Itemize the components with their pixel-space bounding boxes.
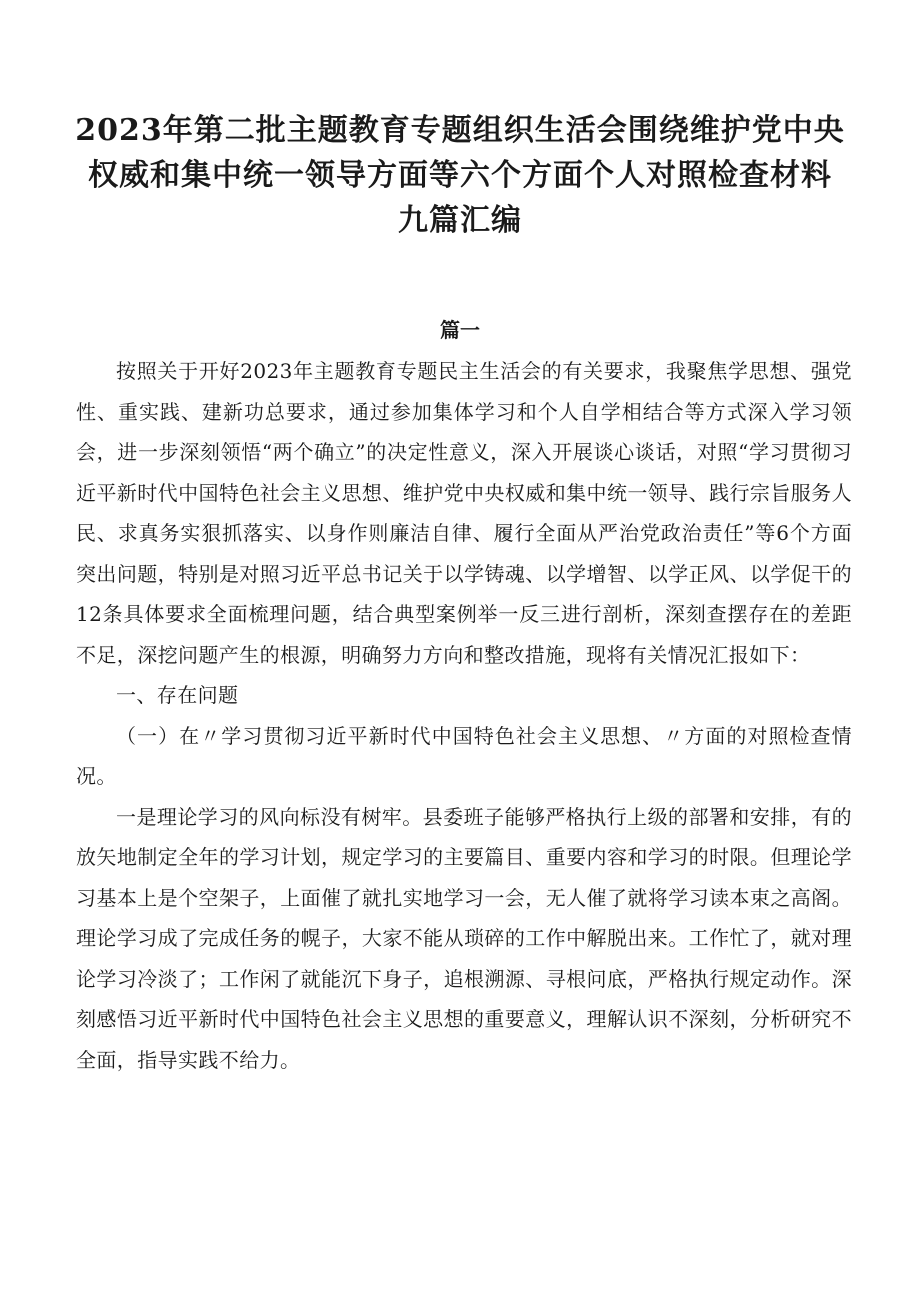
- document-body: [76, 351, 852, 1080]
- title-line-3: 九篇汇编: [398, 203, 522, 238]
- paragraph-point-1: 一是理论学习的风向标没有树牢。县委班子能够严格执行上级的部署和安排，有的放矢地制定全年的学习计划，规定学习的主要篇目、重要内容和学习的时限。但理论学习基本上是个空架子，上面催了就扎实地学习一会，无人催了就将学习读本束之高阁。理论学习成了完成任务的幌子，大家不能从琐碎的工作中解脱出来。工作忙了，就对理论学习冷淡了；工作闲了就能沉下身子，追根溯源、寻根问底，严格执行规定动作。深刻感悟习近平新时代中国特色社会主义思想的重要意义，理解认识不深刻，分析研究不全面，指导实践不给力。: [76, 804, 852, 1072]
- paragraph-subheading-1: （一）在〃学习贯彻习近平新时代中国特色社会主义思想、〃方面的对照检查情况。: [76, 723, 852, 788]
- paragraph-heading-problems: 一、存在问题: [116, 683, 239, 707]
- document-title: [60, 108, 860, 243]
- paragraph-intro: 按照关于开好2023年主题教育专题民主生活会的有关要求，我聚焦学思想、强党性、重实践、建新功总要求，通过参加集体学习和个人自学相结合等方式深入学习领会，进一步深刻领悟“两个确立”的决定性意义，深入开展谈心谈话，对照“学习贯彻习近平新时代中国特色社会主义思想、维护党中央权威和集中统一领导、践行宗旨服务人民、求真务实狠抓落实、以身作则廉洁自律、履行全面从严治党政治责任”等6个方面突出问题，特别是对照习近平总书记关于以学铸魂、以学增智、以学正风、以学促干的12条具体要求全面梳理问题，结合典型案例举一反三进行剖析，深刻查摆存在的差距不足，深挖问题产生的根源，明确努力方向和整改措施，现将有关情况汇报如下：: [76, 359, 852, 667]
- section-heading: 篇一: [440, 318, 480, 342]
- title-line-1: 2023年第二批主题教育专题组织生活会围绕维护党中央: [75, 113, 845, 148]
- title-line-2: 权威和集中统一领导方面等六个方面个人对照检查材料: [88, 158, 832, 193]
